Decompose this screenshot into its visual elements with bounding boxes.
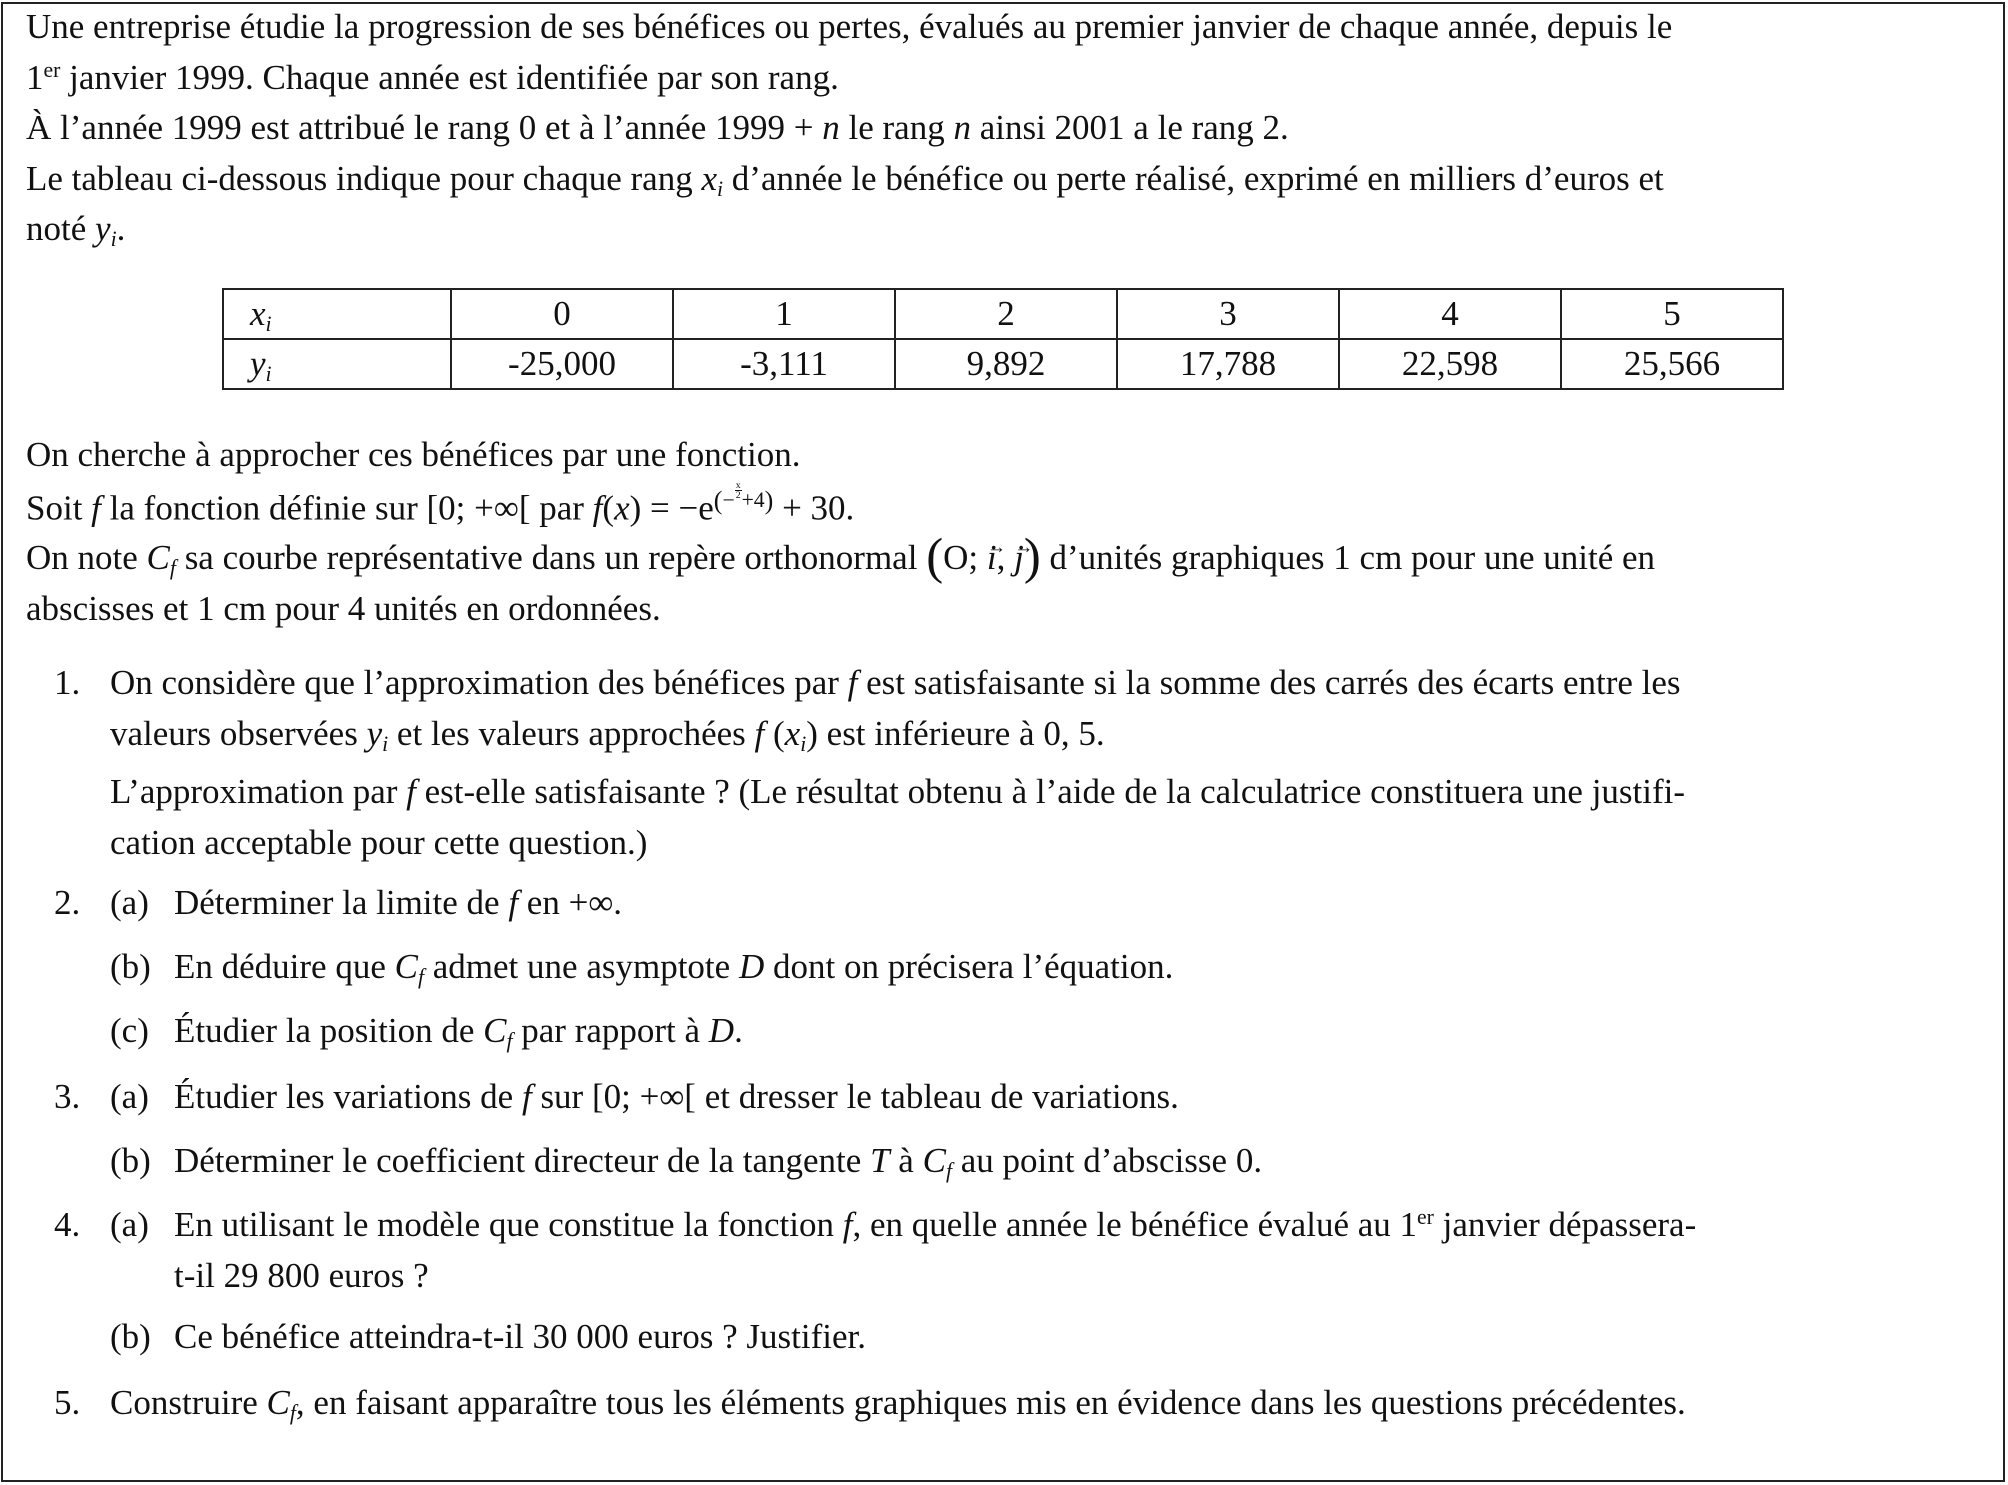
question-2b: (b) En déduire que $C_f$ admet une asymptote D dont on précisera l’équation. [110, 947, 1174, 990]
table-cell: -3,111 [673, 339, 895, 389]
table-cell: 17,788 [1117, 339, 1339, 389]
table-cell: -25,000 [451, 339, 673, 389]
question-1-statement: On considère que l’approximation des bénéfices par f est satisfaisante si la somme des carrés des écarts entre les valeurs observées $y_i$ et les valeurs approchées f $(x_i)$ est inférieure à 0, 5. [110, 663, 1681, 756]
question-2c: (c) Étudier la position de $C_f$ par rapport à D. [110, 1011, 743, 1054]
question-5 [26, 1378, 1981, 1429]
intro-line-3: À l’année 1999 est attribué le rang 0 et à l’année 1999 + n le rang n ainsi 2001 a le rang 2. [26, 108, 1289, 147]
question-number: 2. [54, 883, 81, 922]
question-number: 5. [54, 1383, 81, 1422]
question-3 [26, 1072, 1981, 1200]
question-3-parts [110, 1072, 1981, 1200]
function-definition [26, 430, 1981, 634]
table-row-y [223, 339, 1783, 389]
question-3a: (a) Étudier les variations de f sur [0; +∞[ et dresser le tableau de variations. [110, 1077, 1179, 1116]
table-cell: 4 [1339, 289, 1561, 339]
part2-line-2: Soit f la fonction définie sur [0; +∞[ par $f(x) = -e^{(- \frac{x}{2} +4)} + 30$. [26, 479, 855, 527]
intro-paragraph [26, 2, 1981, 255]
question-4 [26, 1200, 1981, 1378]
question-2 [26, 878, 1981, 1072]
table-cell: 3 [1117, 289, 1339, 339]
intro-line-5-text: noté [26, 209, 87, 248]
ordinal-suffix: er [43, 57, 61, 82]
row-header-y: $y_i$ [223, 339, 451, 389]
question-3b: (b) Déterminer le coefficient directeur de la tangente T à $C_f$ au point d’abscisse 0. [110, 1141, 1263, 1184]
question-2a: (a) Déterminer la limite de f en +∞. [110, 883, 623, 922]
table-cell: 22,598 [1339, 339, 1561, 389]
exercise-content [26, 2, 1981, 1426]
intro-line-2-text: janvier 1999. Chaque année est identifiée par son rang. [60, 57, 839, 97]
question-number: 3. [54, 1077, 81, 1116]
question-number: 1. [54, 663, 81, 702]
intro-line-4b: d’année le bénéfice ou perte réalisé, exprimé en milliers d’euros et [731, 158, 1664, 198]
intro-line-5: noté $y_i$. [26, 209, 126, 252]
var-x: $x_i$ [701, 158, 724, 201]
question-4a: (a) En utilisant le modèle que constitue la fonction f, en quelle année le bénéfice évalué au 1er janvier dépassera- t-il 29 800 euros ? [110, 1205, 1697, 1295]
table-cell: 5 [1561, 289, 1783, 339]
row-header-x: $x_i$ [223, 289, 451, 339]
question-2-parts [110, 878, 1981, 1070]
question-1 [26, 658, 1981, 878]
intro-line-1: Une entreprise étudie la progression de ses bénéfices ou pertes, évalués au premier janvier de chaque année, depuis le [26, 7, 1673, 46]
table-cell: 2 [895, 289, 1117, 339]
first-ordinal: 1 [26, 57, 44, 97]
intro-line-4 [26, 154, 1981, 205]
question-5-statement: Construire $C_f$, en faisant apparaître tous les éléments graphiques mis en évidence dans les questions précédentes. [110, 1383, 1686, 1426]
question-number: 4. [54, 1205, 81, 1244]
var-y: $y_i$ [95, 209, 117, 252]
table-cell: 9,892 [895, 339, 1117, 389]
question-4-parts [110, 1200, 1981, 1376]
intro-line-4a: Le tableau ci-dessous indique pour chaque rang [26, 158, 693, 198]
questions-list [26, 658, 1981, 1429]
table-cell: 25,566 [1561, 339, 1783, 389]
table-row-x [223, 289, 1783, 339]
question-4b: (b) Ce bénéfice atteindra-t-il 30 000 euros ? Justifier. [110, 1317, 866, 1356]
table-cell: 0 [451, 289, 673, 339]
part2-line-4: abscisses et 1 cm pour 4 unités en ordonnées. [26, 588, 661, 628]
table-cell: 1 [673, 289, 895, 339]
data-table [222, 288, 1784, 390]
part2-line-3: On note $C_f$ sa courbe représentative dans un repère orthonormal (O; i →, j →) d’unités graphiques 1 cm pour une unité en [26, 533, 1981, 584]
question-1-ask: L’approximation par f est-elle satisfaisante ? (Le résultat obtenu à l’aide de la calculatrice constituera une justifi- cation acceptable pour cette question.) [110, 772, 1686, 862]
part2-line-1: On cherche à approcher ces bénéfices par une fonction. [26, 435, 801, 474]
intro-line-2 [26, 53, 1981, 104]
